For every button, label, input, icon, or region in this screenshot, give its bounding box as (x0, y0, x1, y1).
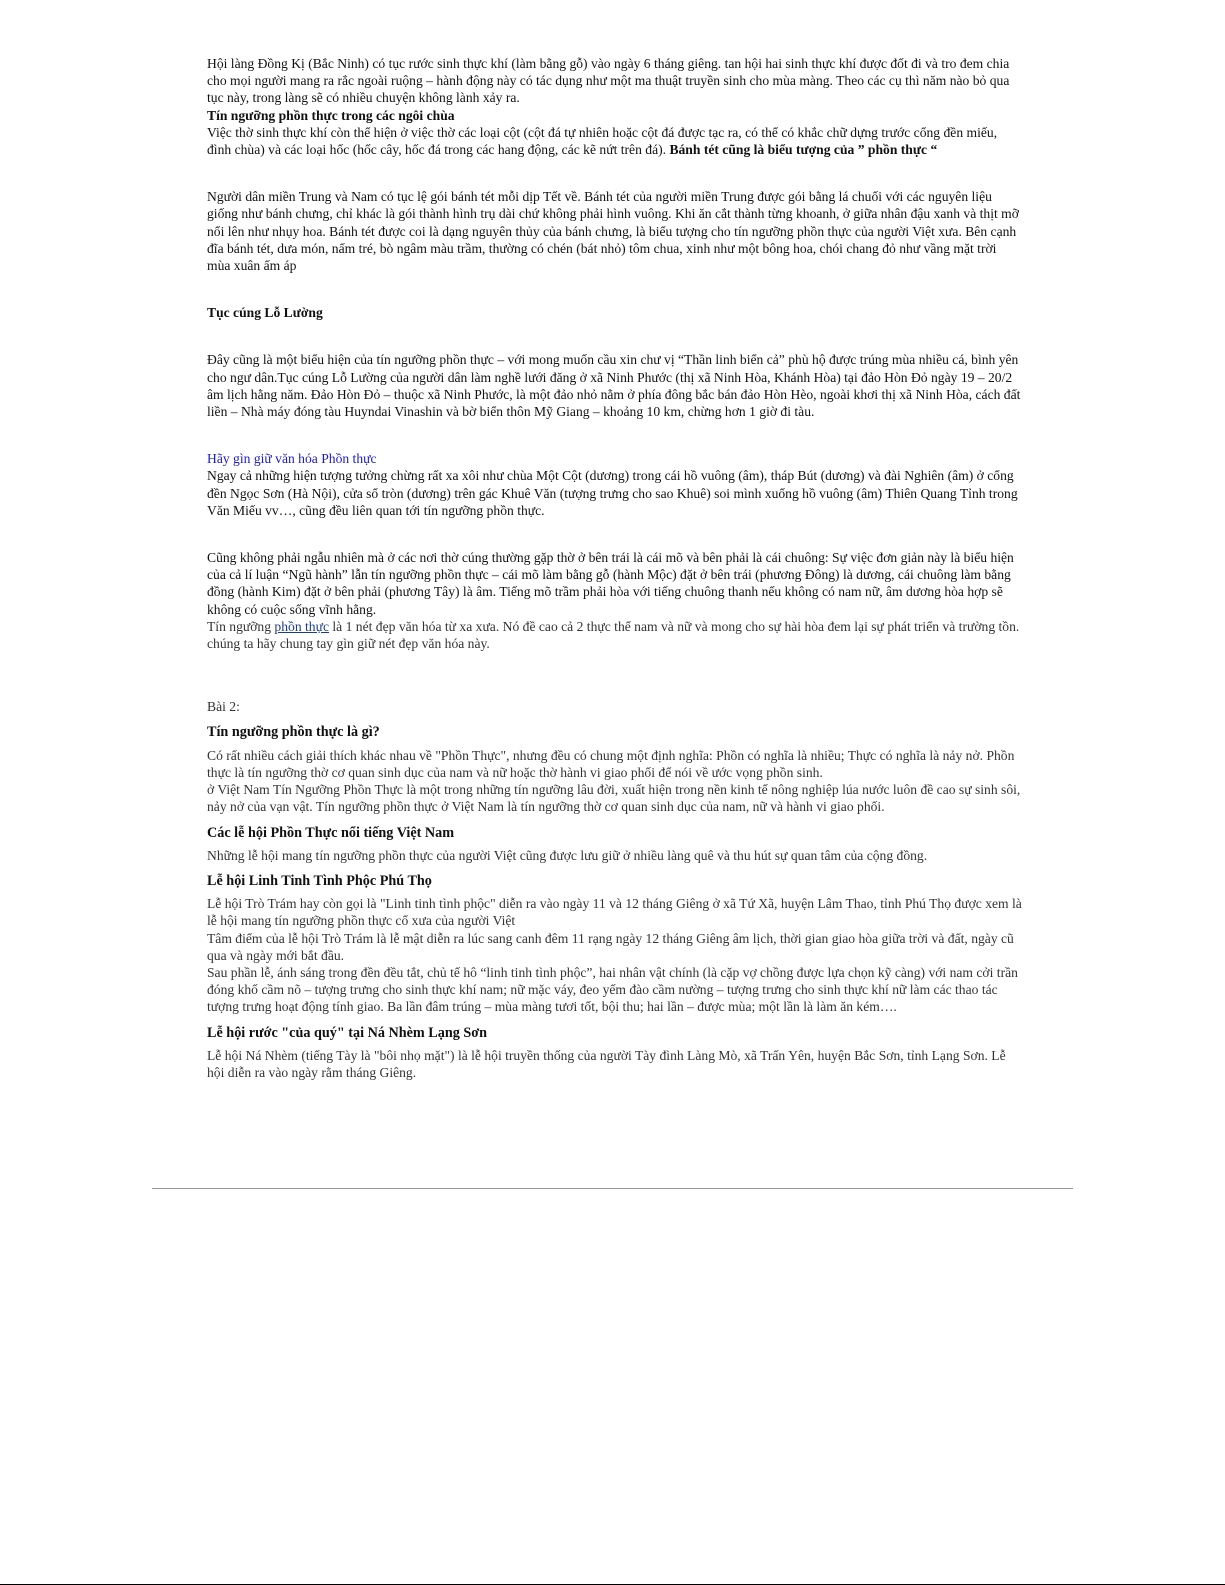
paragraph-tro-tram: Lễ hội Trò Trám hay còn gọi là "Linh tinh tình phộc" diễn ra vào ngày 11 và 12 tháng Giêng ở xã Tứ Xã, huyện Lâm Thao, tỉnh Phú Thọ được xem là lễ hội mang tín ngưỡng phồn thực cổ xưa của người Việt (207, 896, 1022, 929)
paragraph-pillars (207, 124, 1022, 158)
label-bai-2: Bài 2: (207, 699, 240, 715)
conclusion-before: Tín ngưỡng (207, 618, 275, 634)
paragraph-banh-tet: Người dân miền Trung và Nam có tục lệ gói bánh tét mỗi dịp Tết về. Bánh tét của người miền Trung được gói bằng lá chuối với các nguyên liệu giống như bánh chưng, chỉ khác là gói thành hình trụ dài chứ không phải hình vuông. Khi ăn cắt thành từng khoanh, ở giữa nhân đậu xanh và thịt mỡ nổi lên như nhụy hoa. Bánh tét được coi là dạng nguyên thủy của bánh chưng, là biểu tượng cho tín ngưỡng phồn thực của người Việt xưa. Bên cạnh đĩa bánh tét, dưa món, nấm tré, bò ngâm màu trầm, thường có chén (bát nhỏ) tôm chua, xinh như một bông hoa, chói chang đỏ như vầng mặt trời mùa xuân ấm áp (207, 189, 1019, 274)
page-divider (152, 1188, 1073, 1189)
heading-banh-tet: Bánh tét cũng là biểu tượng của ” phồn thực “ (669, 142, 938, 158)
paragraph-pillars-text: Việc thờ sinh thực khí còn thể hiện ở việc thờ các loại cột (cột đá tự nhiên hoặc cột đá được tạc ra, có thể có khắc chữ dựng trước cổng đền miếu, đình chùa) và các loại hốc (hốc cây, hốc đá trong các hang động, các kẽ nứt trên đá). (207, 124, 998, 158)
paragraph-mot-cot: Ngay cả những hiện tượng tưởng chừng rất xa xôi như chùa Một Cột (dương) trong cái hồ vuông (âm), tháp Bút (dương) và đài Nghiên (âm) ở cổng đền Ngọc Sơn (Hà Nội), cửa sổ tròn (dương) trên gác Khuê Văn (tượng trưng cho sao Khuê) soi mình xuống hồ vuông (âm) Thiên Quang Tỉnh trong Văn Miếu vv…, cũng đều liên quan tới tín ngưỡng phồn thực. (207, 468, 1018, 518)
link-phon-thuc[interactable]: phồn thực (274, 618, 329, 634)
paragraph-festivals: Những lễ hội mang tín ngưỡng phồn thực của người Việt cũng được lưu giữ ở nhiều làng quê và thu hút sự quan tâm của cộng đồng. (207, 847, 928, 863)
conclusion-after: là 1 nét đẹp văn hóa từ xa xưa. Nó đề cao cả 2 thực thể nam và nữ và mong cho sự hài hòa đem lại sự phát triển và trường tồn. chúng ta hãy chung tay gìn giữ nét đẹp văn hóa này. (207, 618, 1020, 652)
heading-preserve: Hãy gìn giữ văn hóa Phồn thực (207, 451, 377, 467)
heading-what-is: Tín ngưỡng phồn thực là gì? (207, 724, 380, 741)
paragraph-sau-phan-le: Sau phần lễ, ánh sáng trong đền đều tắt, chủ tế hô “linh tinh tình phộc”, hai nhân vật chính (là cặp vợ chồng được lựa chọn kỹ càng) với nam cởi trần đóng khố cầm nõ – tượng trưng cho sinh thực khí nam; nữ mặc váy, đeo yếm đào cầm nường – tượng trưng cho sinh thực khí nữ làm các thao tác tượng trưng hoạt động tính giao. Ba lần đâm trúng – mùa màng tươi tốt, bội thu; hai lần – được mùa; một lần là làm ăn kém…. (207, 964, 1018, 1015)
heading-linh-tinh: Lễ hội Linh Tinh Tình Phộc Phú Thọ (207, 872, 432, 889)
document-page (207, 55, 1022, 1081)
heading-pagoda: Tín ngưỡng phồn thực trong các ngôi chùa (207, 107, 455, 123)
paragraph-vietnam: ở Việt Nam Tín Ngưỡng Phồn Thực là một trong những tín ngưỡng lâu đời, xuất hiện trong nền kinh tế nông nghiệp lúa nước luôn đề cao sự sinh sôi, nảy nở của vạn vật. Tín ngưỡng phồn thực ở Việt Nam là tín ngưỡng thờ cơ quan sinh dục của nam, nữ và hành vi giao phối. (207, 782, 1021, 815)
paragraph-conclusion (207, 618, 1022, 652)
paragraph-definition: Có rất nhiều cách giải thích khác nhau về "Phồn Thực", nhưng đều có chung một định nghĩa: Phồn có nghĩa là nhiều; Thực có nghĩa là nảy nở. Phồn thực là tín ngưỡng thờ cơ quan sinh dục của nam và nữ hoặc thờ hành vi giao phối để nói về ước vọng phồn sinh. (207, 747, 1015, 780)
heading-lo-luong: Tục cúng Lỗ Lường (207, 305, 323, 321)
paragraph-lo-luong: Đây cũng là một biểu hiện của tín ngưỡng phồn thực – với mong muốn cầu xin chư vị “Thần linh biển cả” phù hộ được trúng mùa nhiều cá, bình yên cho ngư dân.Tục cúng Lỗ Lường của người dân làm nghề lưới đăng ở xã Ninh Phước (thị xã Ninh Hòa, Khánh Hòa) tại đảo Hòn Đỏ ngày 19 – 20/2 âm lịch hằng năm. Đảo Hòn Đỏ – thuộc xã Ninh Phước, là một đảo nhỏ nằm ở phía đông bắc bán đảo Hòn Hèo, ngoài khơi thị xã Ninh Hòa, cách đất liền – Nhà máy đóng tàu Huyndai Vinashin và bờ biển thôn Mỹ Giang – khoảng 10 km, chừng hơn 1 giờ đi tàu. (207, 352, 1021, 420)
paragraph-na-nhem: Lễ hội Ná Nhèm (tiếng Tày là "bôi nhọ mặt") là lễ hội truyền thống của người Tày đình Làng Mò, xã Trấn Yên, huyện Bắc Sơn, tỉnh Lạng Sơn. Lễ hội diễn ra vào ngày rằm tháng Giêng. (207, 1047, 1006, 1080)
paragraph-mo-chuong: Cũng không phải ngẫu nhiên mà ở các nơi thờ cúng thường gặp thờ ở bên trái là cái mõ và bên phải là cái chuông: Sự việc đơn giản này là biểu hiện của cả lí luận “Ngũ hành” lẫn tín ngưỡng phồn thực – cái mõ làm bằng gỗ (hành Mộc) đặt ở bên trái (phương Đông) là dương, cái chuông làm bằng đồng (hành Kim) đặt ở bên phải (phương Tây) là âm. Tiếng mõ trầm phải hòa với tiếng chuông thanh nếu không có nam nữ, âm dương hòa hợp sẽ không có cuộc sống vĩnh hằng. (207, 550, 1014, 617)
heading-na-nhem: Lễ hội rước "của quý" tại Ná Nhèm Lạng Sơn (207, 1024, 488, 1041)
paragraph-tam-diem: Tâm điểm của lễ hội Trò Trám là lễ mật diễn ra lúc sang canh đêm 11 rạng ngày 12 tháng Giêng âm lịch, thời gian giao hòa giữa trời và đất, ngày cũ qua và ngày mới bắt đầu. (207, 930, 1014, 963)
heading-festivals: Các lễ hội Phồn Thực nổi tiếng Việt Nam (207, 824, 455, 841)
paragraph-dong-ki: Hội làng Đồng Kị (Bắc Ninh) có tục rước sinh thực khí (làm bằng gỗ) vào ngày 6 tháng giêng. tan hội hai sinh thực khí được đốt đi và tro đem chia cho mọi người mang ra rắc ngoài ruộng – hành động này có tác dụng như một ma thuật truyền sinh cho mùa màng. Theo các cụ thì năm nào bỏ qua tục này, trong làng sẽ có nhiều chuyện không lành xảy ra. (207, 56, 1010, 106)
